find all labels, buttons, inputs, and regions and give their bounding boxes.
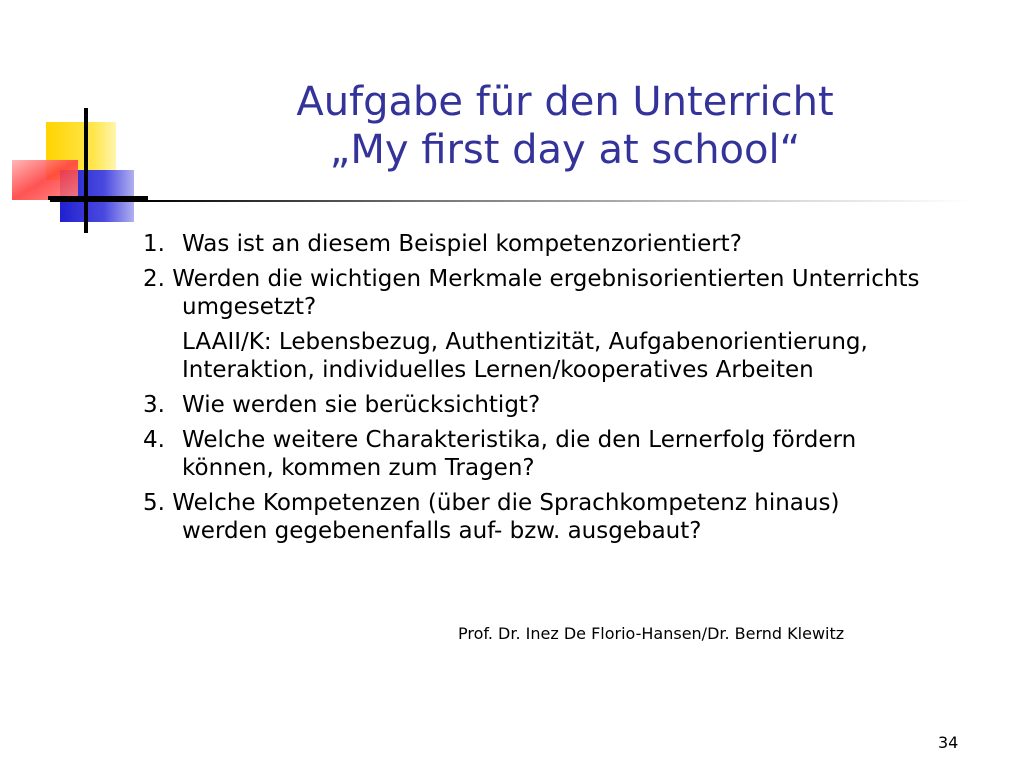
- decorative-squares-logo: [0, 100, 150, 235]
- list-item-2-detail: [140, 328, 1000, 384]
- title-divider: [50, 200, 974, 202]
- list-item-1-text: Was ist an diesem Beispiel kompetenzorientiert?: [182, 231, 742, 257]
- slide-title: [170, 78, 960, 174]
- list-item-5-number: 5.: [143, 490, 165, 516]
- list-item-5: [140, 489, 1000, 545]
- list-item-4-line-1: Welche weitere Charakteristika, die den Lernerfolg fördern: [182, 427, 857, 453]
- list-item-2-number: 2.: [143, 266, 165, 292]
- list-item-5-line-1: Welche Kompetenzen (über die Sprachkompetenz hinaus): [172, 490, 840, 516]
- list-item-4-number: 4.: [143, 427, 165, 453]
- slide-title-line-1: Aufgabe für den Unterricht: [296, 79, 834, 125]
- slide-number: 34: [938, 733, 959, 752]
- list-item-2-detail-line-1: LAAII/K: Lebensbezug, Authentizität, Aufgabenorientierung,: [182, 329, 868, 355]
- list-item-2-line-2: umgesetzt?: [182, 294, 317, 320]
- list-item-2: [140, 265, 1000, 321]
- list-item-1: [140, 230, 1000, 258]
- list-item-3-text: Wie werden sie berücksichtigt?: [182, 392, 541, 418]
- slide-title-line-2: „My first day at school“: [329, 127, 801, 173]
- author-credit: Prof. Dr. Inez De Florio-Hansen/Dr. Bernd Klewitz: [458, 624, 845, 643]
- list-item-3: [140, 391, 1000, 419]
- list-item-2-line-1: Werden die wichtigen Merkmale ergebnisorientierten Unterrichts: [172, 266, 920, 292]
- list-item-2-detail-line-2: Interaktion, individuelles Lernen/kooperatives Arbeiten: [182, 357, 814, 383]
- list-item-3-number: 3.: [143, 392, 165, 418]
- list-item-4-line-2: können, kommen zum Tragen?: [182, 455, 535, 481]
- list-item-5-line-2: werden gegebenenfalls auf- bzw. ausgebaut?: [182, 518, 702, 544]
- list-item-1-number: 1.: [143, 231, 165, 257]
- question-list: [140, 230, 1000, 552]
- list-item-4: [140, 426, 1000, 482]
